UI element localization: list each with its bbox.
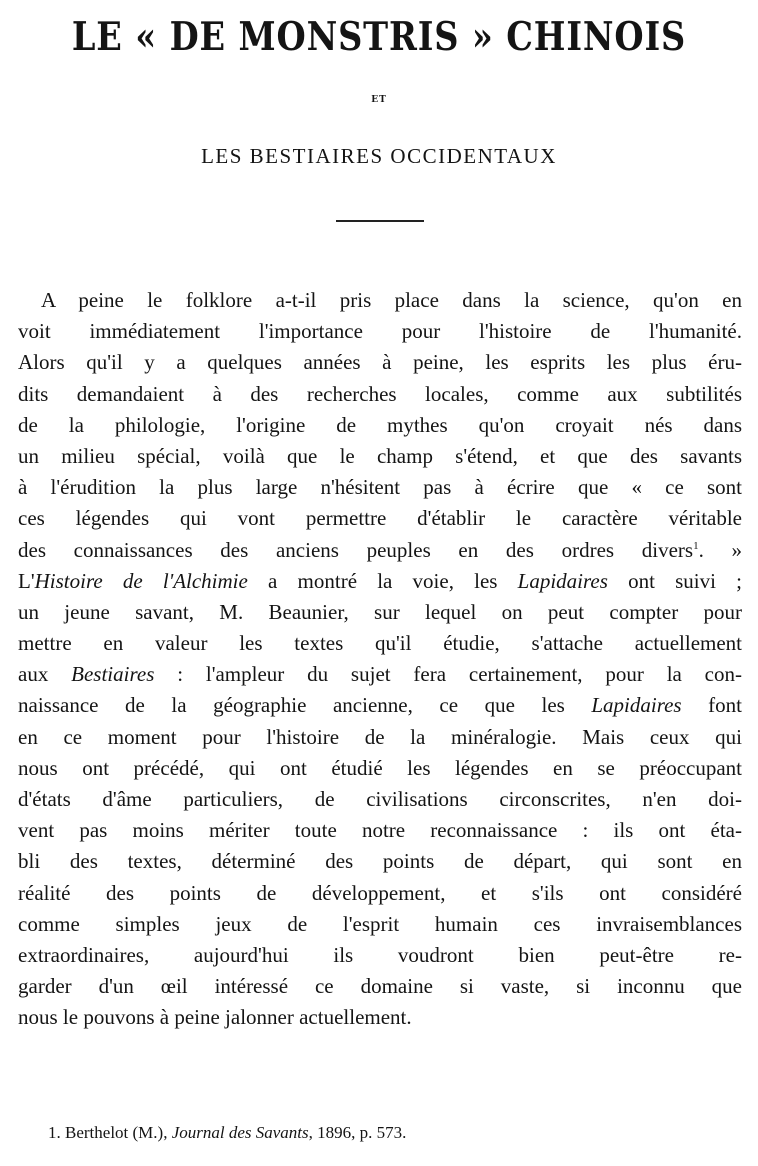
paragraph-line: en ce moment pour l'histoire de la minéralogie. Mais ceux qui [18, 724, 742, 749]
footnote [48, 1123, 406, 1143]
paragraph-line: aux Bestiaires : l'ampleur du sujet fera certainement, pour la con- [18, 662, 742, 687]
paragraph-line: bli des textes, déterminé des points de départ, qui sont en [18, 849, 742, 874]
page-subtitle: LES BESTIAIRES OCCIDENTAUX [201, 144, 557, 168]
paragraph-line: naissance de la géographie ancienne, ce que les Lapidaires font [18, 693, 742, 718]
paragraph-line: mettre en valeur les textes qu'il étudie, s'attache actuellement [18, 631, 742, 656]
paragraph-line: comme simples jeux de l'esprit humain ces invraisemblances [18, 911, 742, 936]
footnote-citation: , 1896, p. 573. [308, 1123, 407, 1142]
paragraph-line: A peine le folklore a-t-il pris place dans la science, qu'on en [41, 288, 742, 312]
paragraph-line: des connaissances des anciens peuples en des ordres divers$^1$. » [18, 537, 742, 562]
title-conjunction: ET [371, 95, 387, 105]
paragraph-line: à l'érudition la plus large n'hésitent pas à écrire que « ce sont [18, 475, 742, 500]
paragraph-line: garder d'un œil intéressé ce domaine si vaste, si inconnu que [18, 974, 742, 999]
body-paragraph [18, 285, 742, 1034]
paragraph-line: d'états d'âme particuliers, de civilisations circonscrites, n'en doi- [18, 787, 742, 811]
footnote-number: 1. [48, 1123, 61, 1142]
paragraph-line: L'Histoire de l'Alchimie a montré la voie, les Lapidaires ont suivi ; [18, 568, 742, 593]
paragraph-line: extraordinaires, aujourd'hui ils voudront bien peut-être re- [18, 942, 742, 967]
paragraph-line: vent pas moins mériter toute notre reconnaissance : ils ont éta- [18, 818, 742, 843]
paragraph-line: un milieu spécial, voilà que le champ s'étend, et que des savants [18, 443, 742, 468]
paragraph-line: réalité des points de développement, et s'ils ont considéré [18, 880, 742, 905]
paragraph-line: dits demandaient à des recherches locales, comme aux subtilités [18, 381, 742, 406]
paragraph-line: Alors qu'il y a quelques années à peine, les esprits les plus éru- [18, 350, 742, 375]
paragraph-line: nous le pouvons à peine jalonner actuellement. [18, 1005, 412, 1030]
paragraph-line: nous ont précédé, qui ont étudié les légendes en se préoccupant [18, 755, 742, 780]
footnote-author: Berthelot (M.), [65, 1123, 168, 1142]
paragraph-line: voit immédiatement l'importance pour l'histoire de l'humanité. [18, 319, 742, 344]
paragraph-line: ces légendes qui vont permettre d'établir le caractère véritable [18, 506, 742, 531]
page-title: LE « DE MONSTRIS » CHINOIS [71, 14, 687, 60]
footnote-journal: Journal des Savants [171, 1123, 309, 1142]
title-divider [336, 220, 424, 222]
paragraph-line: de la philologie, l'origine de mythes qu'on croyait nés dans [18, 412, 742, 437]
paragraph-line: un jeune savant, M. Beaunier, sur lequel on peut compter pour [18, 599, 742, 624]
